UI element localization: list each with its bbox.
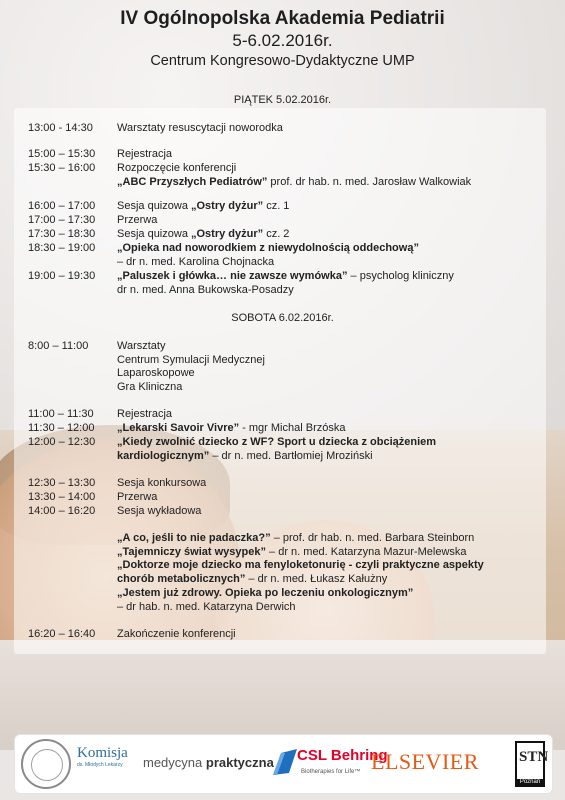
schedule-time: 14:00 – 16:20 <box>28 505 96 517</box>
line-text: Rejestracja <box>117 408 173 420</box>
schedule-description <box>117 422 537 436</box>
schedule-line <box>117 162 537 176</box>
schedule-time: 17:30 – 18:30 <box>28 228 96 240</box>
schedule-time: 12:30 – 13:30 <box>28 477 96 489</box>
schedule-line <box>117 408 537 422</box>
line-title: „Kiedy zwolnić dziecko z WF? Sport u dziecka z obciążeniem <box>117 436 437 448</box>
komisja-logo-sub: ds. Młodych Lekarzy <box>77 762 123 768</box>
line-text: dr n. med. Anna Bukowska-Posadzy <box>117 283 294 296</box>
schedule-description <box>117 200 537 214</box>
line-text: Zakończenie konferencji <box>117 628 236 640</box>
line-text: Przerwa <box>117 491 158 503</box>
schedule-description <box>117 491 537 505</box>
csl-text: CSL Behring <box>297 747 388 764</box>
praktyczna-text: praktyczna <box>205 755 274 770</box>
line-text: – dr n. med. Łukasz Kałużny <box>245 573 388 586</box>
line-text: Centrum Symulacji Medycznej <box>117 353 265 366</box>
schedule-line <box>117 477 537 491</box>
line-title: chorób metabolicznych” <box>117 573 246 586</box>
event-dates: 5-6.02.2016r. <box>232 31 333 50</box>
csl-wave-icon <box>271 745 299 785</box>
day2-label: SOBOTA 6.02.2016r. <box>231 312 334 324</box>
csl-tagline: Biotherapies for Life™ <box>301 769 361 775</box>
schedule-line <box>117 436 537 450</box>
line-title: „ABC Przyszłych Pediatrów” <box>117 175 268 188</box>
line-title: „Lekarski Savoir Vivre” <box>117 422 240 434</box>
schedule-line <box>117 505 537 519</box>
line-text: – prof. dr hab. n. med. Barbara Steinborn <box>270 532 475 544</box>
schedule-line <box>117 601 537 615</box>
line-prefix: Sesja quizowa <box>117 200 191 212</box>
schedule-line <box>117 122 537 136</box>
header <box>0 8 565 71</box>
schedule-description <box>117 162 537 189</box>
schedule-description <box>117 408 537 422</box>
line-text: Sesja wykładowa <box>117 505 202 517</box>
medycyna-text: medycyna <box>143 755 206 770</box>
schedule-line <box>117 628 537 642</box>
schedule-description <box>117 532 537 614</box>
line-title: „Opieka nad noworodkiem z niewydolnością oddechową” <box>117 242 419 254</box>
schedule-line <box>117 532 537 546</box>
schedule-description <box>117 122 537 136</box>
schedule-time: 16:20 – 16:40 <box>28 628 96 640</box>
stn-logo <box>515 741 549 787</box>
line-text: Gra Kliniczna <box>117 381 183 394</box>
schedule-line <box>117 228 537 242</box>
line-title: „Jestem już zdrowy. Opieka po leczeniu onkologicznym” <box>117 586 414 599</box>
schedule-time: 13:00 - 14:30 <box>28 122 93 134</box>
schedule-description <box>117 628 537 642</box>
schedule-description <box>117 214 537 228</box>
schedule-line <box>117 214 537 228</box>
schedule-line <box>117 546 537 560</box>
line-text: – dr n. med. Karolina Chojnacka <box>117 255 275 268</box>
schedule-time: 18:30 – 19:00 <box>28 242 96 254</box>
line-title: „Paluszek i główka… nie zawsze wymówka” <box>117 270 348 282</box>
schedule-time: 15:00 – 15:30 <box>28 148 96 160</box>
line-title: „A co, jeśli to nie padaczka?” <box>117 532 271 544</box>
komisja-logo <box>77 745 145 783</box>
line-text: – dr hab. n. med. Katarzyna Derwich <box>117 600 296 613</box>
line-text: cz. 1 <box>263 200 290 212</box>
schedule-description <box>117 242 537 269</box>
line-title: „Ostry dyżur” <box>191 200 264 212</box>
event-title: IV Ogólnopolska Akademia Pediatrii <box>120 8 445 29</box>
line-text: prof. dr hab. n. med. Jarosław Walkowiak <box>267 175 472 188</box>
schedule-line <box>117 270 537 284</box>
schedule-time: 8:00 – 11:00 <box>28 340 89 352</box>
schedule-description <box>117 148 537 162</box>
schedule-time: 15:30 – 16:00 <box>28 162 96 174</box>
sponsor-footer <box>14 734 553 794</box>
line-title: „Ostry dyżur” <box>191 228 264 240</box>
schedule-line <box>117 367 537 381</box>
schedule-time: 17:00 – 17:30 <box>28 214 96 226</box>
stn-city: Poznań <box>517 779 543 785</box>
csl-behring-logo <box>271 741 388 787</box>
schedule-time: 16:00 – 17:00 <box>28 200 96 212</box>
elsevier-logo: ELSEVIER <box>371 749 479 774</box>
schedule-description <box>117 270 537 297</box>
line-text: cz. 2 <box>263 228 290 240</box>
schedule-line <box>117 381 537 395</box>
schedule-time: 12:00 – 12:30 <box>28 436 96 448</box>
schedule-description <box>117 505 537 519</box>
line-text: - mgr Michal Brzóska <box>239 422 346 434</box>
line-text: Rejestracja <box>117 148 173 160</box>
schedule-line <box>117 256 537 270</box>
schedule-description <box>117 340 537 395</box>
line-title: kardiologicznym” <box>117 449 210 462</box>
schedule-line <box>117 422 537 436</box>
line-title: „Tajemniczy świat wysypek” <box>117 545 266 558</box>
schedule-line <box>117 587 537 601</box>
schedule-line <box>117 559 537 573</box>
schedule-time: 19:00 – 19:30 <box>28 270 96 282</box>
schedule-time: 11:00 – 11:30 <box>28 408 94 420</box>
schedule-line <box>117 491 537 505</box>
university-seal-logo <box>21 739 71 789</box>
line-text: Warsztaty resuscytacji noworodka <box>117 122 283 134</box>
schedule-line <box>117 176 537 190</box>
schedule-line <box>117 340 537 354</box>
event-venue: Centrum Kongresowo-Dydaktyczne UMP <box>150 53 415 69</box>
line-title: „Doktorze moje dziecko ma fenyloketonurię - czyli praktyczne aspekty <box>117 559 484 572</box>
schedule-description <box>117 477 537 491</box>
line-text: Laparoskopowe <box>117 367 195 380</box>
komisja-logo-text: Komisja <box>77 745 128 761</box>
schedule-time: 11:30 – 12:00 <box>28 422 95 434</box>
schedule-line <box>117 284 537 298</box>
schedule-line <box>117 242 537 256</box>
schedule-description <box>117 228 537 242</box>
line-text: Przerwa <box>117 214 158 226</box>
schedule-line <box>117 200 537 214</box>
schedule-time: 13:30 – 14:00 <box>28 491 96 503</box>
medycyna-praktyczna-logo <box>143 755 274 770</box>
line-text: Warsztaty <box>117 340 166 352</box>
line-text: Rozpoczęcie konferencji <box>117 162 237 174</box>
schedule-line <box>117 573 537 587</box>
line-text: – dr n. med. Katarzyna Mazur-Melewska <box>265 545 467 558</box>
line-prefix: Sesja quizowa <box>117 228 191 240</box>
schedule-line <box>117 354 537 368</box>
line-text: – dr n. med. Bartłomiej Mroziński <box>209 449 373 462</box>
schedule-line <box>117 450 537 464</box>
line-text: Sesja konkursowa <box>117 477 207 489</box>
stn-text: STN <box>519 749 549 765</box>
day1-label: PIĄTEK 5.02.2016r. <box>233 94 332 106</box>
schedule-line <box>117 148 537 162</box>
line-text: – psycholog kliniczny <box>347 270 454 282</box>
schedule-description <box>117 436 537 463</box>
